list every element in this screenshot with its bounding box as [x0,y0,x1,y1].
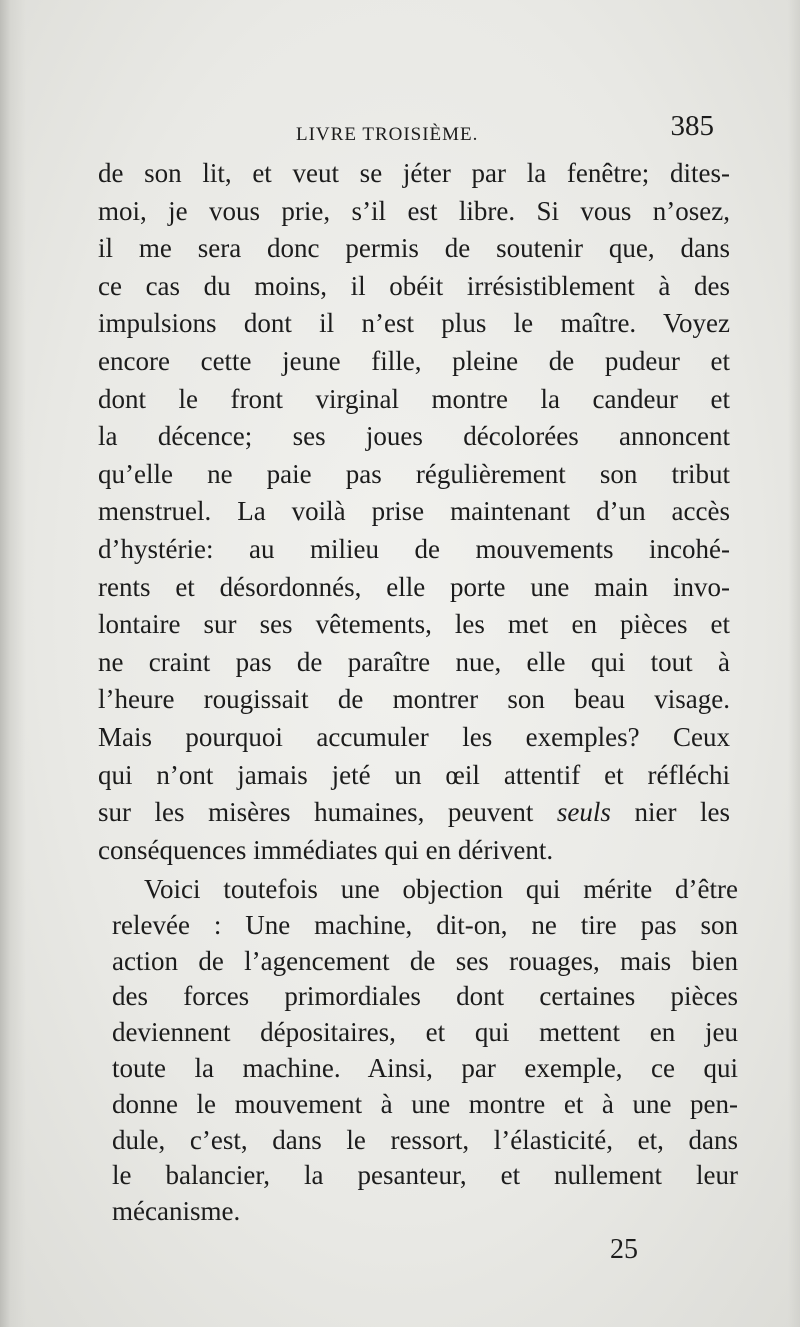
paragraph-1 [98,155,730,869]
text-line: rents et désordonnés, elle porte une main invo- [98,571,730,602]
text-line: des forces primordiales dont certaines pièces [112,981,738,1012]
text-line: lontaire sur ses vêtements, les met en pièces et [98,609,730,640]
text-line: Voici toutefois une objection qui mérite d’être [144,874,738,904]
text-line: ne craint pas de paraître nue, elle qui tout à [98,646,730,677]
text-line: encore cette jeune fille, pleine de pudeur et [98,345,730,376]
text-line: action de l’agencement de ses rouages, mais bien [112,945,738,976]
text-line: donne le mouvement à une montre et à une pen- [112,1088,738,1119]
text-line: ce cas du moins, il obéit irrésistiblement à des [98,270,730,301]
text-line: d’hystérie: au milieu de mouvements incohé- [98,533,730,564]
text-line: relevée : Une machine, dit-on, ne tire pas son [112,909,738,940]
text-segment: sur les misères humaines, peuvent [98,797,557,828]
page-edge [788,0,800,1327]
italic-word: seuls [556,797,611,828]
text-line: l’heure rougissait de montrer son beau visage. [98,684,730,715]
text-line: deviennent dépositaires, et qui mettent en jeu [112,1017,738,1048]
text-line: de son lit, et veut se jéter par la fenêtre; dites- [98,158,730,188]
text-segment: nier les [610,797,730,828]
text-line: impulsions dont il n’est plus le maître. Voyez [98,308,730,339]
text-line: qui n’ont jamais jeté un œil attentif et réfléchi [98,759,730,790]
page-header [98,110,718,152]
text-line: la décence; ses joues décolorées annoncent [98,421,730,452]
text-line: moi, je vous prie, s’il est libre. Si vous n’osez, [98,195,730,226]
paragraph-2 [112,872,738,1230]
text-line: toute la machine. Ainsi, par exemple, ce qui [112,1052,738,1083]
text-line: il me sera donc permis de soutenir que, dans [98,233,730,264]
signature-mark: 25 [610,1234,638,1265]
text-line [98,794,730,832]
text-line: mécanisme. [112,1196,241,1227]
running-head: LIVRE TROISIÈME. [296,124,479,145]
text-line: menstruel. La voilà prise maintenant d’un accès [98,496,730,527]
text-line: dule, c’est, dans le ressort, l’élasticité, et, dans [112,1124,738,1155]
text-line: qu’elle ne paie pas régulièrement son tribut [98,458,730,489]
binding-shadow [0,0,26,1327]
text-line: conséquences immédiates qui en dérivent. [98,834,554,865]
text-line: Mais pourquoi accumuler les exemples? Ceux [98,721,730,752]
page-number: 385 [670,110,714,142]
text-line: dont le front virginal montre la candeur et [98,383,730,414]
text-line: le balancier, la pesanteur, et nullement leur [112,1160,738,1191]
